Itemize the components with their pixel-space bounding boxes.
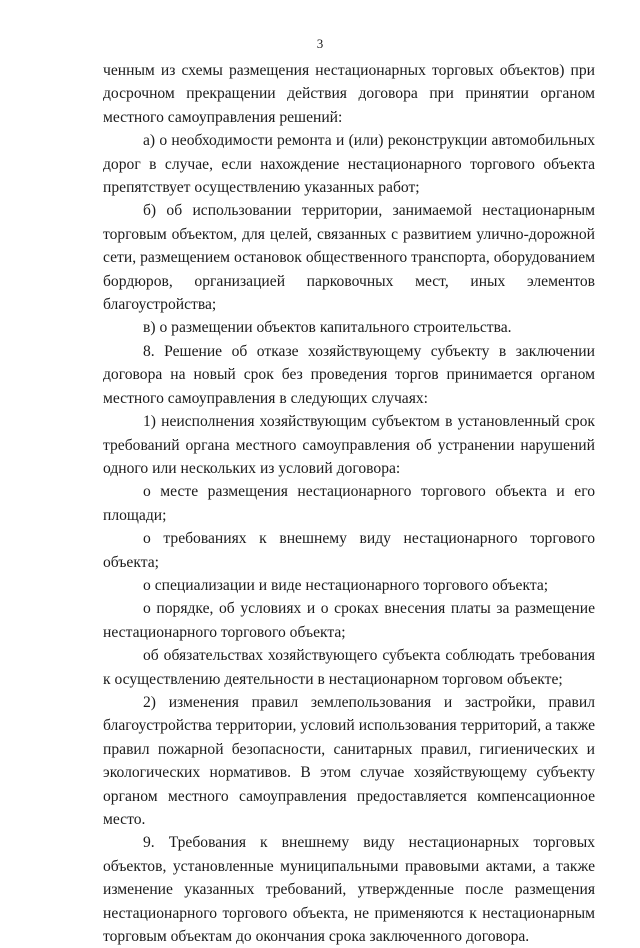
paragraph-item-2: 2) изменения правил землепользования и застройки, правил благоустройства территории, условий использования территорий, а также правил пожарной безопасности, санитарных правил, гигиенических и экологических нормативов. В этом случае хозяйствующему субъекту органом местного самоуправления предоставляется компенсационное место.: [103, 693, 595, 828]
paragraph-item-b: б) об использовании территории, занимаемой нестационарным торговым объектом, для целей, связанных с развитием улично-дорожной сети, размещением остановок общественного транспорта, оборудованием бордюров, организацией парковочных мест, иных элементов благоустройства;: [103, 202, 595, 314]
paragraph-clause-9: 9. Требования к внешнему виду нестационарных торговых объектов, установленные муниципальными правовыми актами, а также изменение указанных требований, утвержденные после размещения нестационарного торгового объекта, не применяются к нестационарным торговым объектам до окончания срока заключенного договора.: [103, 834, 595, 946]
paragraph-item-1: 1) неисполнения хозяйствующим субъектом в установленный срок требований органа местного самоуправления об устранении нарушений одного или нескольких из условий договора:: [103, 413, 595, 477]
paragraph-condition-obligations: об обязательствах хозяйствующего субъекта соблюдать требования к осуществлению деятельности в нестационарном торговом объекте;: [103, 647, 595, 688]
paragraph-condition-appearance: о требованиях к внешнему виду нестационарного торгового объекта;: [103, 530, 595, 571]
page-number: 3: [316, 36, 324, 51]
paragraph-item-v: в) о размещении объектов капитального строительства.: [143, 319, 512, 337]
paragraph-condition-specialization: о специализации и виде нестационарного торгового объекта;: [143, 576, 549, 594]
paragraph-clause-8: 8. Решение об отказе хозяйствующему субъекту в заключении договора на новый срок без проведения торгов принимается органом местного самоуправления в следующих случаях:: [103, 342, 595, 407]
paragraph-item-a: а) о необходимости ремонта и (или) реконструкции автомобильных дорог в случае, если нахождение нестационарного торгового объекта препятствует осуществлению указанных работ;: [103, 132, 595, 197]
paragraph-continuation: ченным из схемы размещения нестационарных торговых объектов) при досрочном прекращении действия договора при принятии органом местного самоуправления решений:: [103, 62, 595, 126]
document-body: [103, 59, 595, 948]
paragraph-condition-location: о месте размещения нестационарного торгового объекта и его площади;: [103, 483, 595, 524]
paragraph-condition-payment: о порядке, об условиях и о сроках внесения платы за размещение нестационарного торгового объекта;: [103, 600, 595, 641]
